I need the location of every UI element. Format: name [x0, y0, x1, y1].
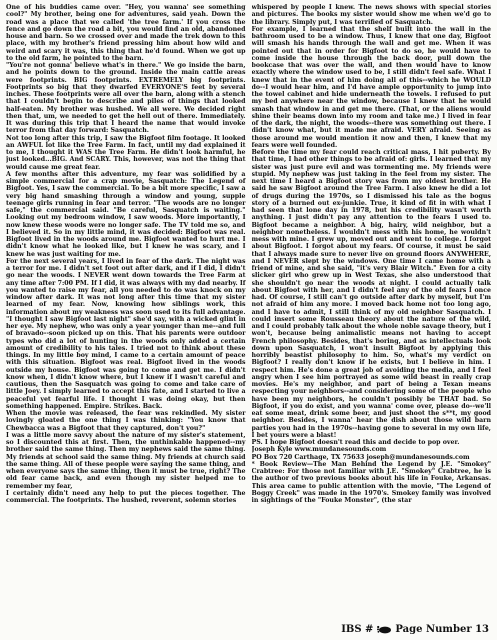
paragraph: I certainly didn't need any help to put the pieces together. The commercial. The footprints. The hushed, reverent, solemn stories [6, 489, 246, 504]
paragraph: For the next several years, I lived in fear of the dark. The night was a terror for me. I didn't set foot out after dark, and if I did, I didn't go near the woods. I NEVER went down towards the Tree Farm at any time after 7:00 PM. If I did, it was always with my dad nearby. If you wanted to raise my fear, all you needed to do was knock on my window after dark. It was not long after this time that my sister learned of my fear. Now, knowing how siblings work, this information about my weakness was soon used to its full advantage. "I thought I saw Bigfoot last night" she'd say, with a wicked glint in her eye. My nephew, who was only a year younger than me--and full of bravado--soon picked up on this. That his parents were outdoor types who did a lot of hunting in the woods only added a certain amount of credibility to his tales. I tried not to think about these things. In my little boy mind, I came to a certain amount of peace with this situation. Bigfoot was real. Bigfoot lived in the woods outside my house. Bigfoot was going to come and get me. I didn't know when, I didn't know where, but I knew if I wasn't careful and cautious, then the Sasquatch was going to come and take care of little Joey. I simply learned to accept this fate, and I started to live a peaceful yet fearful life. I thought I was doing okay, but then something happened. Empire. Strikes. Back. [6, 257, 246, 410]
author-line: Joseph Kyle www.mundanesounds.com [251, 446, 387, 454]
left-column [6, 4, 246, 620]
paragraph: A few months after this adventure, my fear was solidified by a simple commercial for a crap movie, Sasquatch: The Legend of Bigfoot. Yes, I saw the commercial. To be a bit more specific, I saw a very big hand smashing through a window and young, supple teenage girls running in fear and terror. "The woods are no longer safe," the commercial said. "Be careful, Sasquatch is waiting." Looking out my bedroom window, I saw woods. More importantly, I now knew these woods were no longer safe. The TV told me so, and I believed it. So in my little mind, it was decided: Bigfoot was real. Bigfoot lived in the woods around me. Bigfoot wanted to hurt me. I didn't know what he looked like, but I knew he was scary, and I knew he was just waiting for me. [6, 170, 246, 258]
page-number: Page Number 13 [395, 624, 489, 635]
paragraph: "You're not gonna' believe what's in there." We go inside the barn, and he points down to the ground. Inside the main cattle areas were footprints. BIG footprints. EXTREMELY big footprints. Footprints so big that they dwarfed EVERYONE'S feet by several inches. These footprints were all over the barn, along with a stench that I couldn't begin to describe and piles of things that looked half-eaten. My brother was hushed. We all were. We decided right then that, um, we needed to get the hell out of there. Immediately. It was during this trip that I heard the name that would invoke terror from that day forward: Sasquatch. [6, 62, 246, 135]
paragraph: Before the time my fear could reach critical mass, I hit puberty. By that time, I had other things to be afraid of: girls. I learned that my sister was just pure evil and was tormenting me. My friends were stupid. My nephew was just taking in the feel from my sister. The next time I heard a Bigfoot story was from my oldest brother. He said he saw Bigfoot around the Tree Farm. I also knew he did a lot of drugs during the 1970s, so I dismissed his tale as the bogus story of a burned out ex-junkie. True, it kind of fit in with what I had seen that lone day in 1978, but his credibility wasn't worth anything. I just didn't pay any attention to the fears I used to. Bigfoot became a neighbor. A big, hairy, wild neighbor, but a neighbor nonetheless. I wouldn't mess with his home, he wouldn't mess with mine. I grew up, moved out and went to college. I forgot about Bigfoot. I forgot about my fears. Of course, it must be said that I always made sure to never live on ground floors ANYWHERE, and I NEVER slept by the windows. One time I came home with a friend of mine, and she said, "it's very Blair Witch." Even for a city slicker girl who grew up in West Texas, she also understood that she shouldn't go near the woods at night. I could actually talk about Bigfoot with her, and I didn't feel any of the old fears I once had. Of course, I still can't go outside after dark by myself, but I'm not afraid of him any more. I moved back home not too long ago, and I have to admit, I still think of my old neighbor Sasquatch. I could insert some Rousseau theory about the nature of the wild, and I could probably talk about the whole noble savage theory, but I won't, because being animalistic means not having to accept French philosophy. Besides, that's boring, and as intellectuals look down upon Sasquatch, I won't insult Bigfoot by applying this horribly beastist philosophy to him. So, what's my verdict on Bigfoot? I really don't know if he exists, but I believe in him. I respect him. He's done a great job of avoiding the media, and I feel angry when I see him portrayed as some wild beast in really crap movies. He's my neighbor, and part of being a Texan means respecting your neighbors--and considering some of the people who have been my neighbors, he couldn't possibly be THAT bad. So Bigfoot, if you do exist, and you wanna' come over, please do--we'll eat some meat, drink some beer, and just shoot the s**t, my good neighbor. Besides, I wanna' hear the dish about those wild barn parties you had in the 1970s--having gone to several in my own life, I bet yours were a blast! [251, 149, 491, 439]
right-column [252, 4, 492, 620]
issue-label: IBS # [341, 624, 374, 635]
paragraph: Not too long after this trip, I saw the Bigfoot film footage. It looked an AWFUL lot like the Tree Farm. In fact, until my dad explained it to me, I thought it WAS the Tree Farm. He didn't look harmful, he just looked...BIG. And SCARY. This, however, was not the thing that would cause me great fear. [6, 134, 246, 171]
paragraph: * Book Review—The Man Behind the Legend by J.E. "Smokey" Crabtree: For those not familiar with J.E. "Smokey" Crabtree, he is the author of two previous books about his life in Fouke, Arkansas. This area came to public attention with the movie, "The Legend of Boggy Creek" was made in the 1970's. Smokey family was involved in sightings of the "Fouke Monster", (the star [251, 460, 491, 504]
paragraph: For example, I learned that the shelf built into the wall in the bathroom used to be a window. Thus, I knew that one day, Bigfoot will smash his hands through the wall and get me. When it was pointed out that in order for Bigfoot to do so, he would have to come inside the house through the back door, pull down the bookcase that was over the wall, and then would have to know exactly where the window used to be, I still didn't feel safe. What I knew that in the event of him doing all of this--which he WOULD do--I would hear him, and I'd have ample opportunity to jump into the towel cabinet and hide underneath the towels. I refused to put my bed anywhere near the window, because I knew that he would smash that window in and get me there. (That, or the aliens would shine their beams down into my room and take me.) I lived in fear of the dark, the night, the woods--there was something out there. I didn't know what, but it made me afraid. VERY afraid. Seeing as those around me would mention it now and then, I knew that my fears were well founded. [251, 25, 491, 149]
article-body [6, 4, 491, 620]
paragraph: One of his buddies came over. "Hey, you wanna' see something cool?" My brother, being one for adventures, said yeah. Down the road was a place that we called 'the tree farm.' If you cross the fence and go down the road a bit, you would find an old, abandoned house and barn. So we crossed over and made the trek down to this place, with my brother's friend pressing him about how wild and weird and scary it was, this thing that he'd found. When we got up to the old farm, he pointed to the barn. [6, 4, 246, 62]
paragraph: whispered by people I knew. The news shows with special stories and pictures. The books my sister would show me when we'd go to the library. Simply put, I was terrified of Sasquatch. [251, 4, 491, 26]
paragraph: When the movie was released, the fear was rekindled. My sister lovingly gloated the one thing I was thinking: "You know that Chewbacca was a Bigfoot that they captured, don't you?" [6, 410, 246, 432]
bigfoot-footprint-icon [376, 625, 392, 634]
address-line: PO Box 720 Carthage, TX 75633 joseph@mundanesounds.com [251, 453, 470, 461]
paragraph: I was a little more savvy about the nature of my sister's statement, so I discounted this at first. Then, the unthinkable happened--my brother said the same thing. Then my nephews said the same thing. My friends at school said the same thing. My friends at church said the same thing. All of these people were saying the same thing, and when everyone says the same thing, then it must be true, right? The old fear came back, and even though my sister helped me to remember my fear, [6, 431, 246, 490]
page-footer [341, 624, 489, 635]
paragraph: PS. I hope Bigfoot doesn't read this and decide to pop over. [251, 439, 460, 446]
